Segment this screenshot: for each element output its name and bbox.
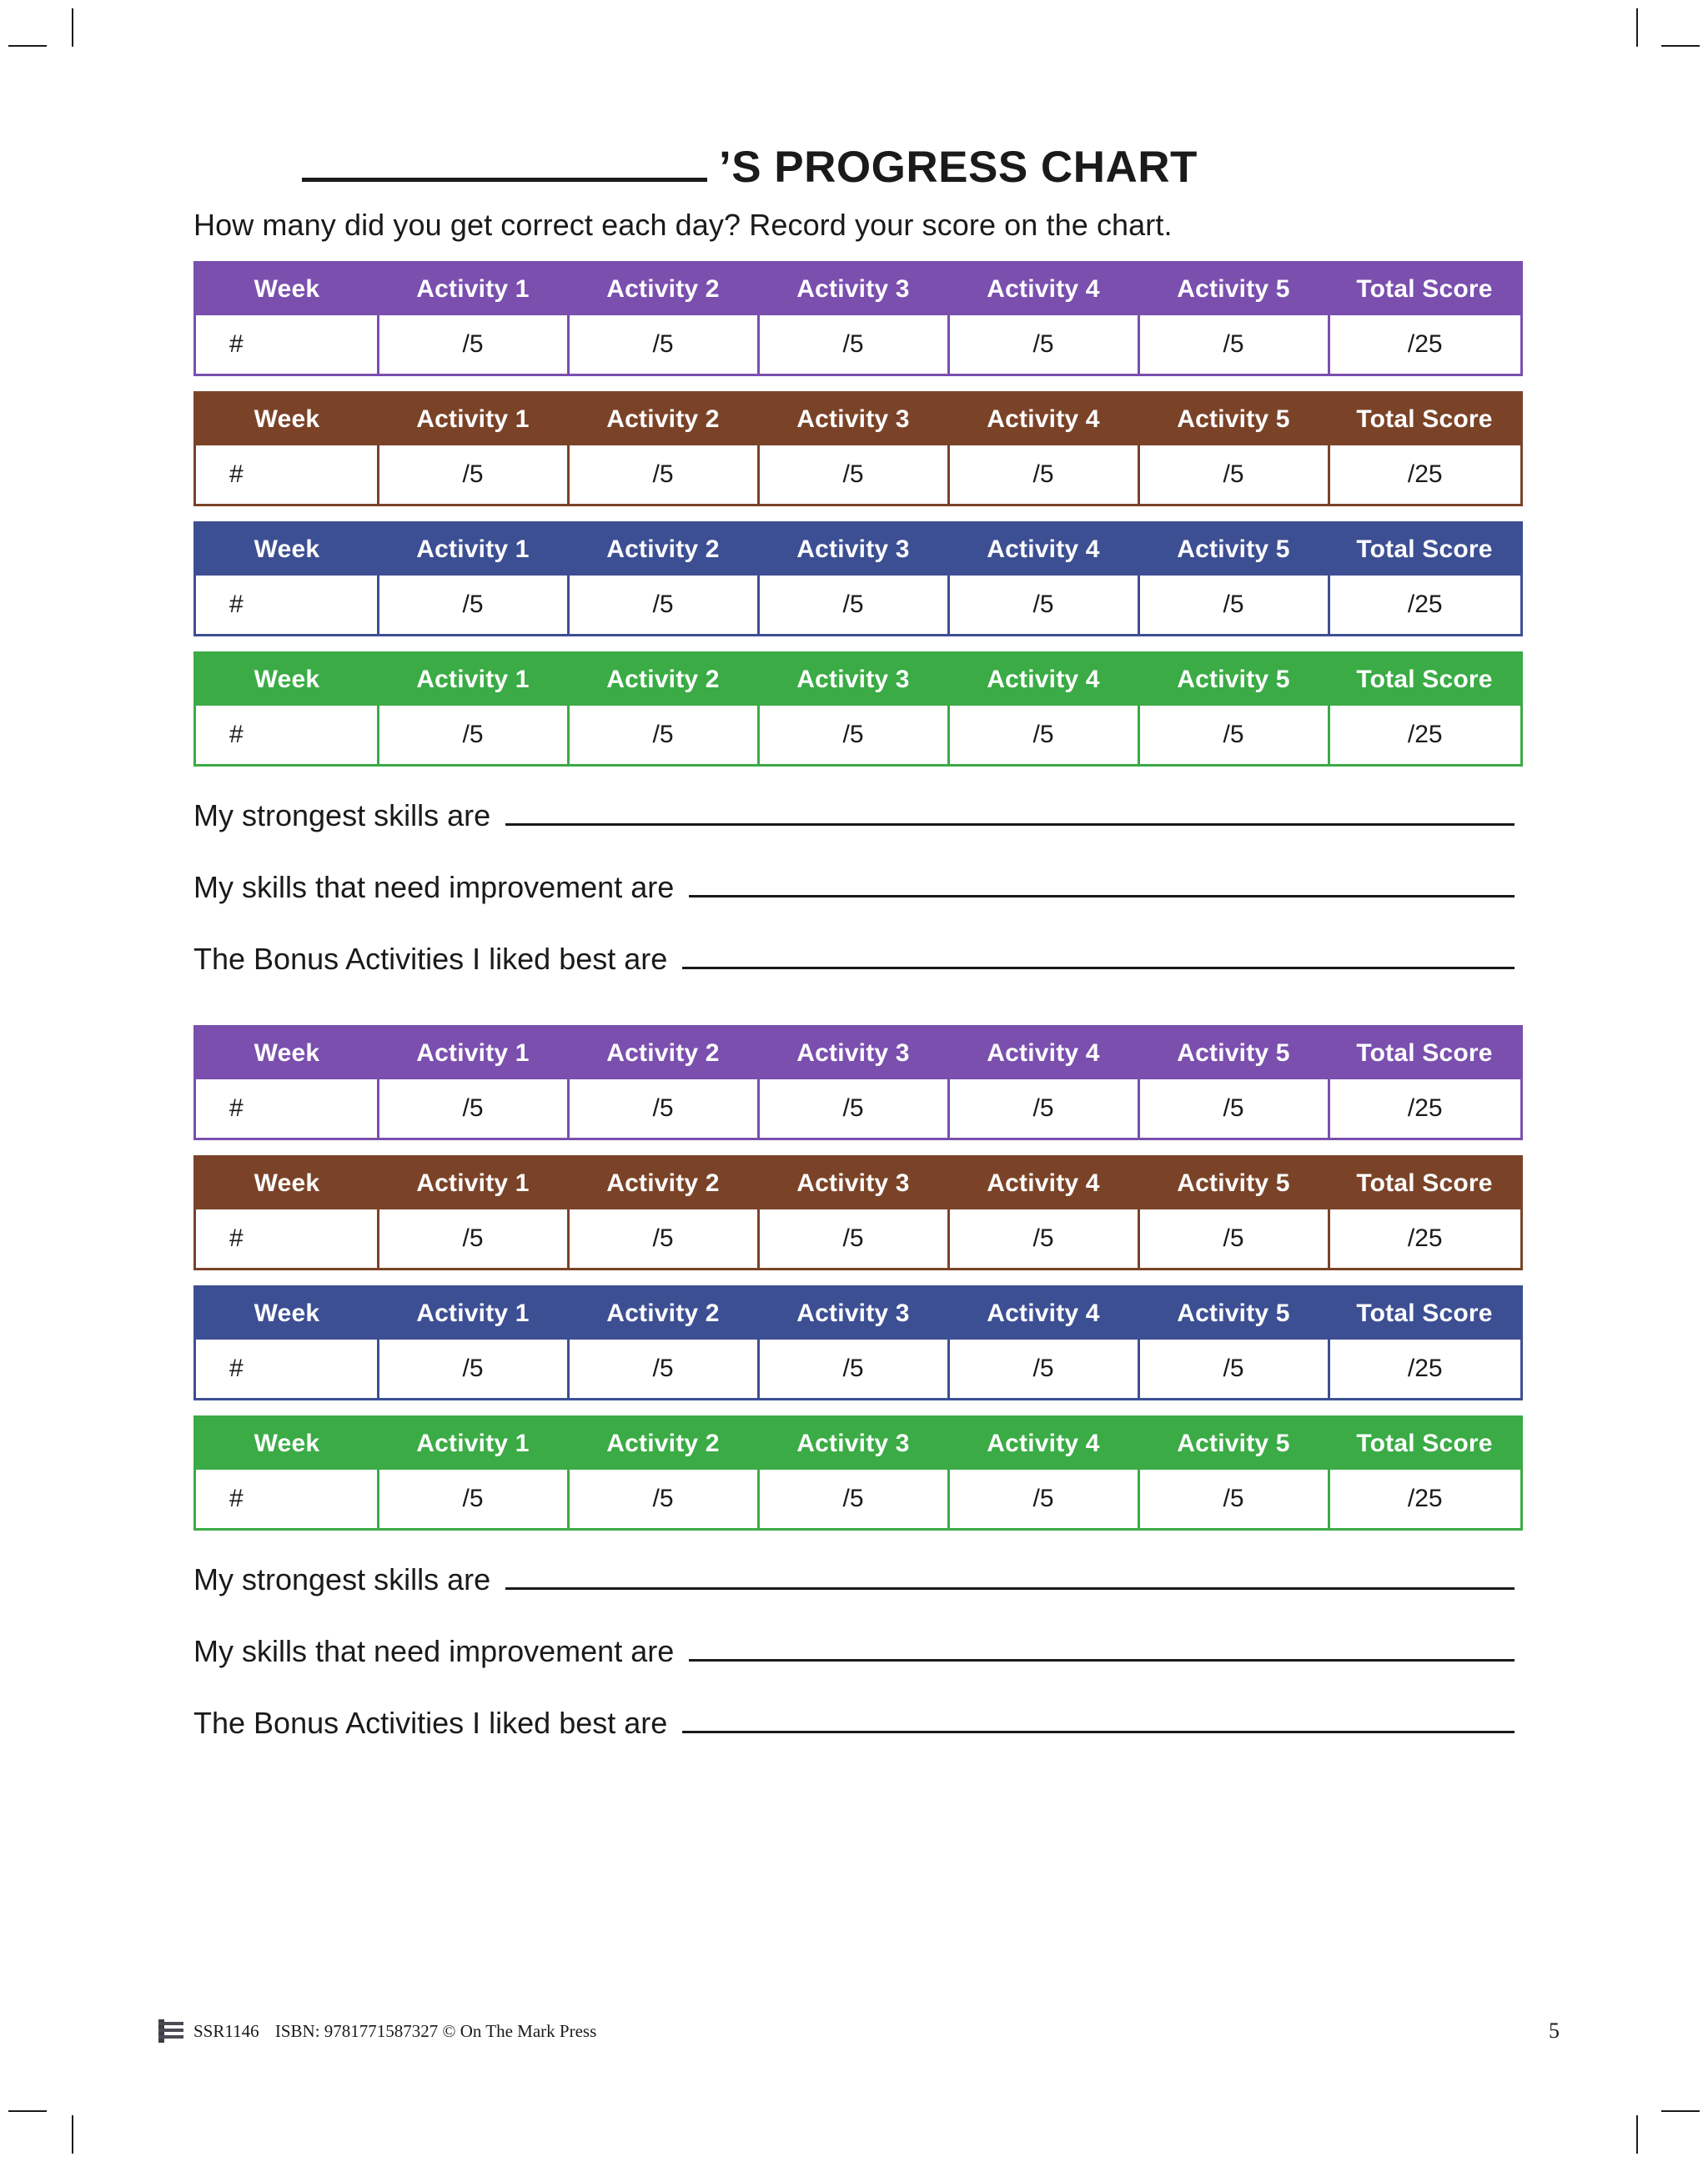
cell-activity-2[interactable]: /5 xyxy=(568,1209,758,1270)
cell-activity-2[interactable]: /5 xyxy=(568,315,758,375)
header-activity-3: Activity 3 xyxy=(758,1287,948,1340)
header-activity-2: Activity 2 xyxy=(568,1287,758,1340)
prompt-needs-improvement xyxy=(193,1634,1515,1669)
table-header-row xyxy=(195,393,1522,446)
cell-activity-1[interactable]: /5 xyxy=(378,445,568,505)
header-total-score: Total Score xyxy=(1329,653,1522,706)
prompt-answer-field[interactable] xyxy=(682,1706,1515,1733)
cell-week[interactable]: # xyxy=(195,1079,379,1139)
cell-activity-4[interactable]: /5 xyxy=(948,576,1138,636)
header-activity-3: Activity 3 xyxy=(758,1157,948,1210)
header-activity-5: Activity 5 xyxy=(1138,1287,1329,1340)
table-row xyxy=(195,1340,1522,1400)
cell-activity-1[interactable]: /5 xyxy=(378,315,568,375)
header-activity-1: Activity 1 xyxy=(378,1027,568,1080)
cell-activity-5[interactable]: /5 xyxy=(1138,1209,1329,1270)
cell-activity-2[interactable]: /5 xyxy=(568,1340,758,1400)
instructions-text: How many did you get correct each day? Record your score on the chart. xyxy=(193,208,1173,242)
header-activity-4: Activity 4 xyxy=(948,523,1138,576)
cell-week[interactable]: # xyxy=(195,1470,379,1530)
page-title-text: ’S PROGRESS CHART xyxy=(719,143,1198,192)
crop-mark xyxy=(72,2115,73,2154)
cell-activity-3[interactable]: /5 xyxy=(758,315,948,375)
cell-activity-2[interactable]: /5 xyxy=(568,1079,758,1139)
header-activity-2: Activity 2 xyxy=(568,1157,758,1210)
cell-activity-4[interactable]: /5 xyxy=(948,1079,1138,1139)
table-header-row xyxy=(195,1157,1522,1210)
cell-week[interactable]: # xyxy=(195,1209,379,1270)
prompt-label: The Bonus Activities I liked best are xyxy=(193,1706,668,1740)
header-total-score: Total Score xyxy=(1329,263,1522,316)
cell-activity-3[interactable]: /5 xyxy=(758,576,948,636)
crop-mark xyxy=(1636,8,1638,47)
header-activity-3: Activity 3 xyxy=(758,1417,948,1471)
table-header-row xyxy=(195,1027,1522,1080)
cell-activity-4[interactable]: /5 xyxy=(948,706,1138,766)
cell-activity-1[interactable]: /5 xyxy=(378,1209,568,1270)
table-row xyxy=(195,445,1522,505)
prompt-bonus-activities xyxy=(193,942,1515,977)
header-week: Week xyxy=(195,1157,379,1210)
progress-table-purple xyxy=(193,1025,1523,1140)
header-total-score: Total Score xyxy=(1329,1417,1522,1471)
crop-mark xyxy=(8,45,47,47)
prompt-strongest-skills xyxy=(193,1562,1515,1597)
progress-table-purple xyxy=(193,261,1523,376)
header-activity-1: Activity 1 xyxy=(378,1287,568,1340)
header-activity-1: Activity 1 xyxy=(378,393,568,446)
header-activity-5: Activity 5 xyxy=(1138,1417,1329,1471)
cell-total-score[interactable]: /25 xyxy=(1329,1209,1522,1270)
prompt-answer-field[interactable] xyxy=(505,798,1515,826)
cell-activity-3[interactable]: /5 xyxy=(758,706,948,766)
cell-total-score[interactable]: /25 xyxy=(1329,445,1522,505)
prompt-answer-field[interactable] xyxy=(689,870,1515,897)
crop-mark xyxy=(8,2110,47,2112)
name-blank-field[interactable] xyxy=(302,146,707,182)
page-title xyxy=(302,142,1515,193)
page-content xyxy=(193,142,1515,1777)
page-number: 5 xyxy=(1549,2019,1560,2043)
table-header-row xyxy=(195,1417,1522,1471)
header-activity-5: Activity 5 xyxy=(1138,653,1329,706)
cell-activity-4[interactable]: /5 xyxy=(948,315,1138,375)
prompt-label: My strongest skills are xyxy=(193,1562,491,1596)
cell-activity-1[interactable]: /5 xyxy=(378,706,568,766)
header-week: Week xyxy=(195,1287,379,1340)
header-week: Week xyxy=(195,523,379,576)
header-activity-1: Activity 1 xyxy=(378,523,568,576)
table-header-row xyxy=(195,263,1522,316)
cell-total-score[interactable]: /25 xyxy=(1329,576,1522,636)
header-total-score: Total Score xyxy=(1329,1027,1522,1080)
cell-activity-3[interactable]: /5 xyxy=(758,1470,948,1530)
prompt-label: My skills that need improvement are xyxy=(193,870,675,904)
cell-activity-1[interactable]: /5 xyxy=(378,576,568,636)
prompt-answer-field[interactable] xyxy=(505,1562,1515,1590)
crop-mark xyxy=(1661,45,1700,47)
book-icon xyxy=(158,2019,183,2043)
header-activity-3: Activity 3 xyxy=(758,393,948,446)
header-activity-5: Activity 5 xyxy=(1138,393,1329,446)
crop-mark xyxy=(72,8,73,47)
cell-activity-3[interactable]: /5 xyxy=(758,1079,948,1139)
table-header-row xyxy=(195,523,1522,576)
header-total-score: Total Score xyxy=(1329,1157,1522,1210)
table-row xyxy=(195,1079,1522,1139)
crop-mark xyxy=(1636,2115,1638,2154)
header-activity-4: Activity 4 xyxy=(948,1027,1138,1080)
table-row xyxy=(195,1470,1522,1530)
header-activity-1: Activity 1 xyxy=(378,1157,568,1210)
crop-mark xyxy=(1661,2110,1700,2112)
cell-week[interactable]: # xyxy=(195,445,379,505)
progress-chart-group-one xyxy=(193,261,1515,977)
cell-activity-1[interactable]: /5 xyxy=(378,1470,568,1530)
header-activity-2: Activity 2 xyxy=(568,523,758,576)
progress-table-brown xyxy=(193,391,1523,506)
reflection-prompts-one xyxy=(193,798,1515,977)
header-activity-5: Activity 5 xyxy=(1138,1157,1329,1210)
header-activity-3: Activity 3 xyxy=(758,653,948,706)
cell-activity-3[interactable]: /5 xyxy=(758,445,948,505)
cell-total-score[interactable]: /25 xyxy=(1329,706,1522,766)
cell-activity-5[interactable]: /5 xyxy=(1138,1079,1329,1139)
header-week: Week xyxy=(195,1027,379,1080)
reflection-prompts-two xyxy=(193,1562,1515,1741)
header-activity-1: Activity 1 xyxy=(378,1417,568,1471)
header-activity-2: Activity 2 xyxy=(568,393,758,446)
cell-week[interactable]: # xyxy=(195,315,379,375)
header-activity-4: Activity 4 xyxy=(948,1287,1138,1340)
header-activity-5: Activity 5 xyxy=(1138,263,1329,316)
progress-table-green xyxy=(193,651,1523,767)
cell-activity-5[interactable]: /5 xyxy=(1138,576,1329,636)
cell-activity-5[interactable]: /5 xyxy=(1138,1340,1329,1400)
header-week: Week xyxy=(195,653,379,706)
cell-total-score[interactable]: /25 xyxy=(1329,315,1522,375)
table-row xyxy=(195,1209,1522,1270)
header-activity-4: Activity 4 xyxy=(948,653,1138,706)
header-total-score: Total Score xyxy=(1329,393,1522,446)
header-activity-4: Activity 4 xyxy=(948,1417,1138,1471)
header-activity-2: Activity 2 xyxy=(568,1027,758,1080)
cell-activity-2[interactable]: /5 xyxy=(568,706,758,766)
header-total-score: Total Score xyxy=(1329,1287,1522,1340)
cell-activity-3[interactable]: /5 xyxy=(758,1340,948,1400)
progress-table-green xyxy=(193,1415,1523,1531)
cell-activity-5[interactable]: /5 xyxy=(1138,706,1329,766)
header-activity-4: Activity 4 xyxy=(948,263,1138,316)
progress-table-blue xyxy=(193,521,1523,636)
progress-table-brown xyxy=(193,1155,1523,1270)
header-activity-5: Activity 5 xyxy=(1138,523,1329,576)
cell-week[interactable]: # xyxy=(195,576,379,636)
prompt-label: My strongest skills are xyxy=(193,798,491,832)
cell-total-score[interactable]: /25 xyxy=(1329,1470,1522,1530)
header-activity-2: Activity 2 xyxy=(568,1417,758,1471)
cell-activity-5[interactable]: /5 xyxy=(1138,445,1329,505)
prompt-needs-improvement xyxy=(193,870,1515,905)
header-activity-4: Activity 4 xyxy=(948,1157,1138,1210)
header-activity-4: Activity 4 xyxy=(948,393,1138,446)
prompt-label: My skills that need improvement are xyxy=(193,1634,675,1668)
page-footer xyxy=(158,2019,1560,2044)
header-week: Week xyxy=(195,1417,379,1471)
header-activity-3: Activity 3 xyxy=(758,1027,948,1080)
cell-activity-2[interactable]: /5 xyxy=(568,445,758,505)
cell-total-score[interactable]: /25 xyxy=(1329,1079,1522,1139)
prompt-answer-field[interactable] xyxy=(682,942,1515,969)
table-row xyxy=(195,706,1522,766)
footer-isbn: ISBN: 9781771587327 © On The Mark Press xyxy=(274,2020,597,2041)
header-activity-2: Activity 2 xyxy=(568,653,758,706)
cell-activity-3[interactable]: /5 xyxy=(758,1209,948,1270)
progress-chart-group-two xyxy=(193,1025,1515,1741)
cell-activity-4[interactable]: /5 xyxy=(948,1209,1138,1270)
cell-activity-1[interactable]: /5 xyxy=(378,1079,568,1139)
progress-table-blue xyxy=(193,1285,1523,1400)
footer-credit xyxy=(193,2021,596,2042)
cell-activity-2[interactable]: /5 xyxy=(568,1470,758,1530)
cell-week[interactable]: # xyxy=(195,1340,379,1400)
header-activity-3: Activity 3 xyxy=(758,263,948,316)
cell-activity-5[interactable]: /5 xyxy=(1138,1470,1329,1530)
prompt-strongest-skills xyxy=(193,798,1515,833)
cell-week[interactable]: # xyxy=(195,706,379,766)
prompt-answer-field[interactable] xyxy=(689,1634,1515,1662)
header-activity-5: Activity 5 xyxy=(1138,1027,1329,1080)
cell-activity-4[interactable]: /5 xyxy=(948,445,1138,505)
cell-activity-4[interactable]: /5 xyxy=(948,1470,1138,1530)
header-activity-1: Activity 1 xyxy=(378,653,568,706)
header-activity-3: Activity 3 xyxy=(758,523,948,576)
cell-activity-1[interactable]: /5 xyxy=(378,1340,568,1400)
header-total-score: Total Score xyxy=(1329,523,1522,576)
table-header-row xyxy=(195,1287,1522,1340)
cell-activity-2[interactable]: /5 xyxy=(568,576,758,636)
table-row xyxy=(195,576,1522,636)
table-row xyxy=(195,315,1522,375)
table-header-row xyxy=(195,653,1522,706)
cell-total-score[interactable]: /25 xyxy=(1329,1340,1522,1400)
header-activity-2: Activity 2 xyxy=(568,263,758,316)
cell-activity-4[interactable]: /5 xyxy=(948,1340,1138,1400)
prompt-bonus-activities xyxy=(193,1706,1515,1741)
header-week: Week xyxy=(195,393,379,446)
footer-code: SSR1146 xyxy=(193,2020,259,2041)
header-week: Week xyxy=(195,263,379,316)
prompt-label: The Bonus Activities I liked best are xyxy=(193,942,668,976)
cell-activity-5[interactable]: /5 xyxy=(1138,315,1329,375)
header-activity-1: Activity 1 xyxy=(378,263,568,316)
